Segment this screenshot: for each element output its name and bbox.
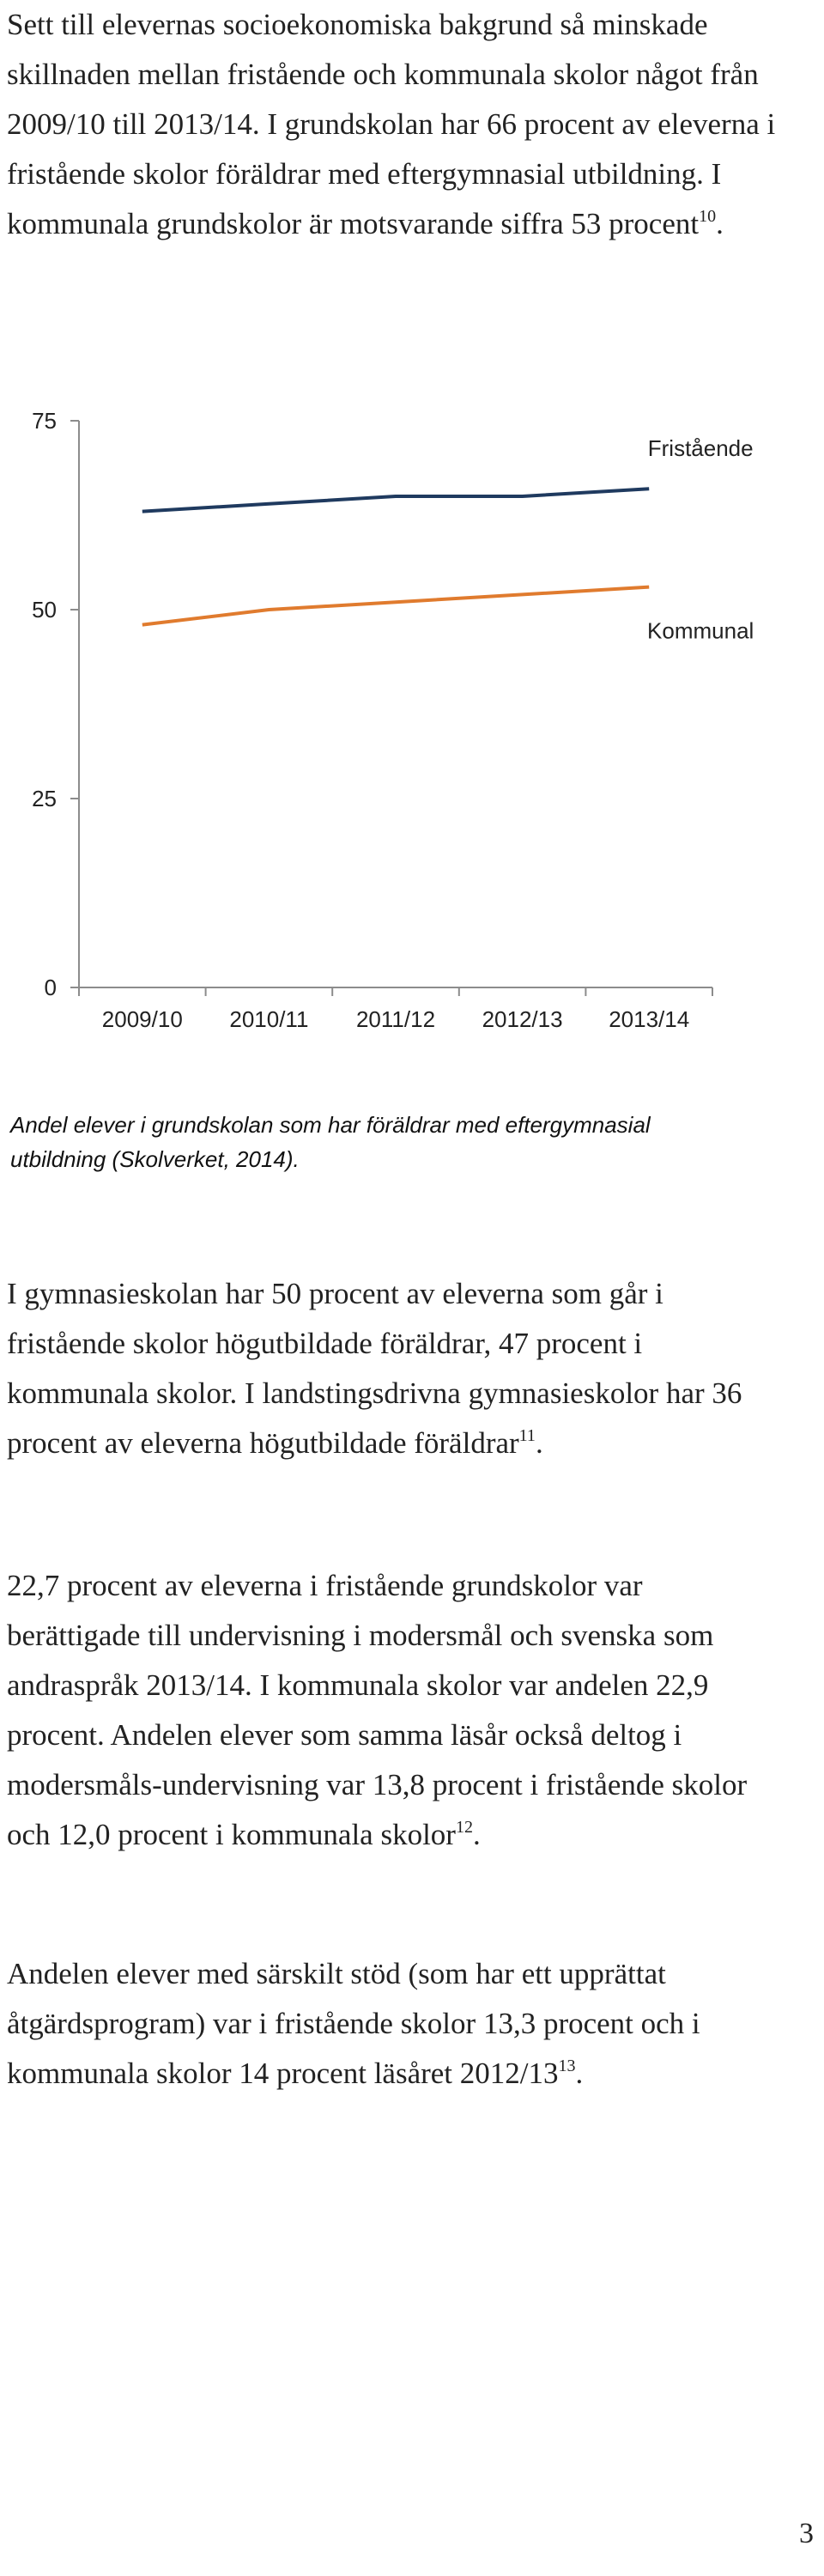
paragraph-4 xyxy=(7,1949,779,2099)
footnote-ref-13[interactable]: 13 xyxy=(558,2057,576,2075)
series-line-1 xyxy=(142,587,649,625)
x-tick-label-2012/13: 2012/13 xyxy=(482,1006,563,1032)
paragraph-1-text: Sett till elevernas socioekonomiska bakgrund så minskade skillnaden mellan fristående och kommunala skolor något från 2009/10 till 2013/14. I grundskolan har 66 procent av eleverna i fristående skolor föräldrar med eftergymnasial utbildning. I kommunala grundskolor är motsvarande siffra 53 procent xyxy=(7,8,776,240)
line-chart xyxy=(0,395,824,1048)
x-tick-label-2010/11: 2010/11 xyxy=(229,1006,309,1032)
y-tick-label-75: 75 xyxy=(32,408,57,434)
x-tick-label-2011/12: 2011/12 xyxy=(355,1006,436,1032)
paragraph-3 xyxy=(7,1561,779,1860)
paragraph-1 xyxy=(7,0,779,249)
paragraph-2-text: I gymnasieskolan har 50 procent av eleverna som går i fristående skolor högutbildade föräldrar, 47 procent i kommunala skolor. I landstingsdrivna gymnasieskolor har 36 procent av eleverna högutbildade föräldrar xyxy=(7,1277,742,1460)
y-tick-label-0: 0 xyxy=(44,975,57,1000)
footnote-ref-10[interactable]: 10 xyxy=(699,207,717,226)
paragraph-3-end: . xyxy=(472,1818,481,1851)
series-line-0 xyxy=(142,489,649,511)
page-number: 3 xyxy=(799,2518,814,2549)
x-tick-label-2009/10: 2009/10 xyxy=(101,1006,183,1032)
footnote-ref-11[interactable]: 11 xyxy=(518,1426,536,1445)
paragraph-4-end: . xyxy=(575,2057,584,2090)
series-label-1: Kommunal xyxy=(647,617,754,644)
paragraph-2-end: . xyxy=(535,1426,543,1460)
series-label-0: Fristående xyxy=(647,435,754,462)
paragraph-4-text: Andelen elever med särskilt stöd (som har ett upprättat åtgärdsprogram) var i fristående skolor 13,3 procent och i kommunala skolor 14 procent läsåret 2012/13 xyxy=(7,1957,700,2090)
paragraph-3-text: 22,7 procent av eleverna i fristående grundskolor var berättigade till undervisning i modersmål och svenska som andraspråk 2013/14. I kommunala skolor var andelen 22,9 procent. Andelen elever som samma läsår också deltog i modersmåls-undervisning var 13,8 procent i fristående skolor och 12,0 procent i kommunala skolor xyxy=(7,1569,748,1851)
paragraph-2 xyxy=(7,1269,779,1468)
chart-caption: Andel elever i grundskolan som har föräldrar med eftergymnasial utbildning (Skolverket, 2014). xyxy=(10,1112,651,1172)
paragraph-1-end: . xyxy=(716,207,724,240)
chart-svg xyxy=(0,395,824,1048)
y-tick-label-25: 25 xyxy=(32,786,57,811)
y-tick-label-50: 50 xyxy=(32,597,57,623)
x-tick-label-2013/14: 2013/14 xyxy=(609,1006,690,1032)
footnote-ref-12[interactable]: 12 xyxy=(455,1818,473,1837)
